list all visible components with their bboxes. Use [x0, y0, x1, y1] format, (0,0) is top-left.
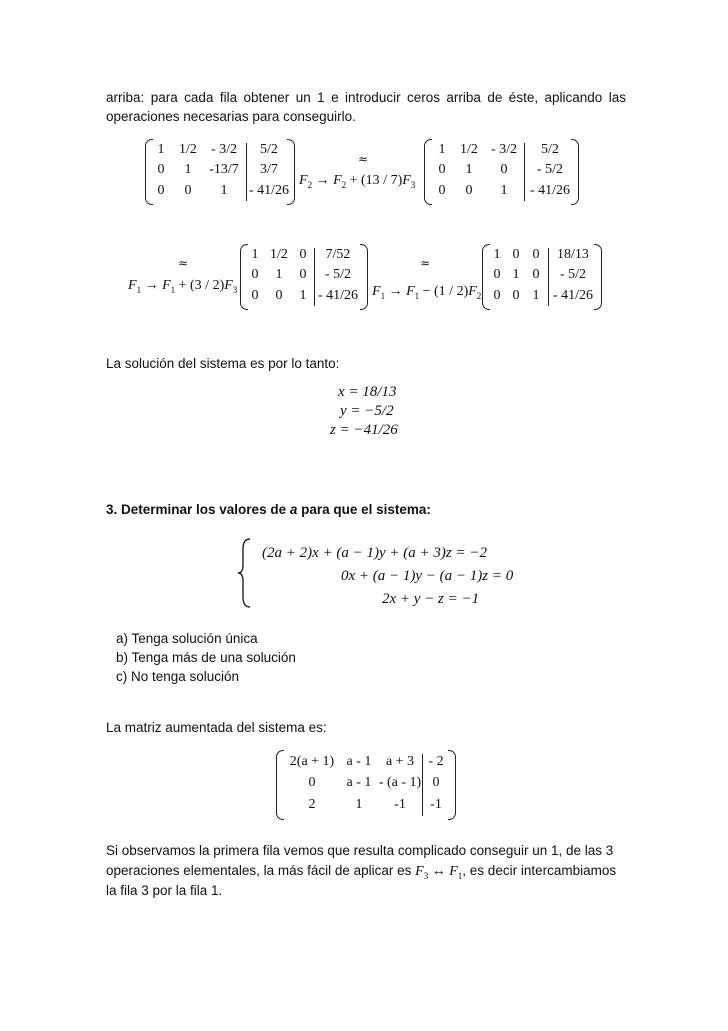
- problem-heading: 3. Determinar los valores de a para que el sistema:: [106, 502, 431, 517]
- system-brace: [236, 537, 254, 613]
- solution-z: z = −41/26: [330, 422, 398, 438]
- row-operation-2: $F_1 \to F_1 + (3 / 2)F_3$: [128, 278, 238, 295]
- observation-line-2: operaciones elementales, la más fácil de aplicar es $F_3$ ↔ $F_1$, es decir intercambiamos: [106, 863, 617, 881]
- intro-line-1: arriba: para cada fila obtener un 1 e introducir ceros arriba de éste, aplicando las: [106, 90, 626, 105]
- augmented-intro: La matriz aumentada del sistema es:: [106, 720, 327, 735]
- option-a: a) Tenga solución única: [116, 631, 258, 646]
- solution-intro: La solución del sistema es por lo tanto:: [106, 356, 340, 371]
- intro-line-2: operaciones necesarias para conseguirlo.: [106, 109, 356, 124]
- observation-line-3: la fila 3 por la fila 1.: [106, 883, 223, 898]
- matrix-4: 1 0 0 18/13 0 1 0 - 5/2 0 0 1 - 41/26: [482, 244, 602, 310]
- equation-2: 0x + (a − 1)y − (a − 1)z = 0: [341, 568, 514, 584]
- matrix-1: 1 1/2 - 3/2 5/2 0 1 -13/7 3/7 0 0 1 - 41/26: [145, 139, 295, 205]
- row-operation-1: $F_2 \to F_2 + (13 / 7)F_3$: [299, 173, 416, 190]
- option-b: b) Tenga más de una solución: [116, 650, 296, 665]
- solution-y: y = −5/2: [340, 403, 394, 419]
- option-c: c) No tenga solución: [116, 669, 240, 684]
- row-operation-3: $F_1 \to F_1 - (1 / 2)F_2$: [372, 284, 482, 301]
- swap-operation: $F_3$ ↔ $F_1$: [415, 864, 463, 881]
- approx-symbol-1: ≈: [358, 152, 369, 166]
- approx-symbol-2: ≈: [178, 256, 189, 270]
- approx-symbol-3: ≈: [420, 256, 431, 270]
- matrix-2: 1 1/2 - 3/2 5/2 0 1 0 - 5/2 0 0 1 - 41/26: [424, 139, 579, 205]
- equation-1: (2a + 2)x + (a − 1)y + (a + 3)z = −2: [262, 545, 487, 561]
- solution-x: x = 18/13: [338, 384, 397, 400]
- observation-line-1: Si observamos la primera fila vemos que resulta complicado conseguir un 1, de las 3: [106, 843, 614, 858]
- augmented-matrix: 2(a + 1) a - 1 a + 3 - 2 0 a - 1 - (a - 1) 0 2 1 -1 -1: [276, 750, 456, 820]
- matrix-3: 1 1/2 0 7/52 0 1 0 - 5/2 0 0 1 - 41/26: [240, 244, 368, 310]
- equation-3: 2x + y − z = −1: [382, 591, 480, 607]
